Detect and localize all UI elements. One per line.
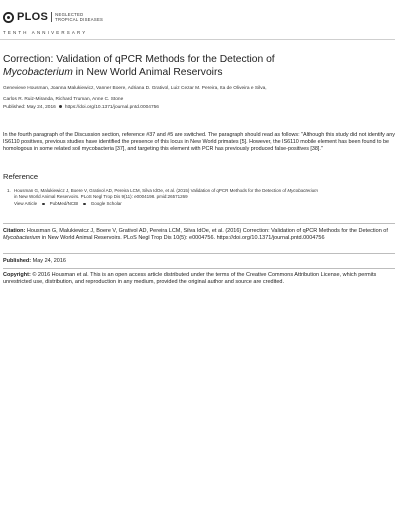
header-divider: [0, 39, 395, 40]
reference-text-a: Housman G, Malukiewicz J, Boere V, Grativol AD, Pereira LCM, Silva IdOe, et al. (2015) Validation of qPCR Methods for the Detection of: [14, 188, 288, 193]
published-value: May 24, 2016: [31, 258, 66, 264]
citation-italic: Mycobacterium: [3, 235, 41, 242]
published-date: Published: May 24, 2016: [3, 105, 56, 110]
citation-box: [3, 228, 395, 242]
divider: [3, 268, 395, 269]
title-rest: in New World Animal Reservoirs: [72, 67, 223, 78]
brand-name: PLOS: [17, 11, 49, 23]
authors-line-2[interactable]: Carlos R. Ruiz-Miranda, Richard Truman, Anne C. Stone: [3, 97, 124, 102]
reference-links: [14, 201, 387, 207]
publication-info: [3, 105, 159, 110]
google-scholar-link[interactable]: Google Scholar: [90, 200, 122, 206]
copyright-box: [3, 272, 395, 286]
journal-line-2: TROPICAL DISEASES: [55, 17, 104, 22]
correction-body: In the fourth paragraph of the Discussion section, reference #37 and #5 are switched. The paragraph should read as follows: "Although this study did not identify any IS6110 positives, previous studies have identified the presence of this locus in New World primates [5]. However, the IS6110 mobile element has been found to be homologous in some related soil mycobacteria [37], and targeting this element with PCR has previously produced false-positives [38].": [3, 132, 395, 153]
title-italic: Mycobacterium: [3, 67, 73, 78]
citation-label: Citation:: [3, 228, 26, 234]
doi-link[interactable]: https://doi.org/10.1371/journal.pntd.0004756: [64, 105, 159, 110]
published-box: [3, 258, 395, 265]
author-list: [3, 83, 333, 105]
plos-logo-icon: [3, 12, 14, 23]
masthead: [3, 6, 123, 40]
citation-text-a: Housman G, Malukiewicz J, Boere V, Grativol AD, Pereira LCM, Silva IdOe, et al. (2016) Correction: Validation of qPCR Methods for the Detection of: [25, 228, 388, 234]
journal-line-1: NEGLECTED: [55, 12, 84, 17]
separator-dot: [83, 203, 85, 205]
view-article-link[interactable]: View Article: [14, 200, 38, 206]
authors-line-1[interactable]: Genevieve Housman, Joanna Malukiewicz, Vanner Boere, Adriana D. Grativol, Luiz Cezar M. Pereira, Ita de Oliveira e Silva,: [3, 86, 267, 91]
copyright-label: Copyright:: [3, 272, 31, 278]
reference-item: [7, 188, 387, 207]
references-heading: Reference: [3, 172, 39, 181]
citation-text-b: in New World Animal Reservoirs. PLoS Negl Trop Dis 10(5): e0004756. https://doi.org/10.1371/journal.pntd.0004756: [40, 235, 325, 242]
copyright-text: © 2016 Housman et al. This is an open access article distributed under the terms of the Creative Commons Attribution License, which permits unrestricted use, distribution, and reproduction in any medium, provided the original author and source are credited.: [3, 272, 377, 286]
published-label: Published:: [3, 258, 32, 264]
anniversary-label: TENTH ANNIVERSARY: [3, 30, 88, 35]
reference-number: 1.: [7, 188, 11, 193]
pubmed-link[interactable]: PubMed/NCBI: [49, 200, 79, 206]
journal-name: [51, 12, 103, 22]
article-title: [3, 53, 363, 79]
title-main: Correction: Validation of qPCR Methods for the Detection of: [3, 54, 275, 65]
reference-text-b: in New World Animal Reservoirs. PLoS Negl Trop Dis 9(11): e0004198. pmid:26571269: [14, 194, 188, 200]
divider: [3, 223, 395, 224]
reference-text-italic: Mycobacterium: [287, 188, 318, 193]
reference-text: [14, 188, 387, 201]
separator-dot: [59, 105, 62, 108]
separator-dot: [42, 203, 44, 205]
divider: [3, 253, 395, 254]
logo-row: [3, 6, 123, 28]
